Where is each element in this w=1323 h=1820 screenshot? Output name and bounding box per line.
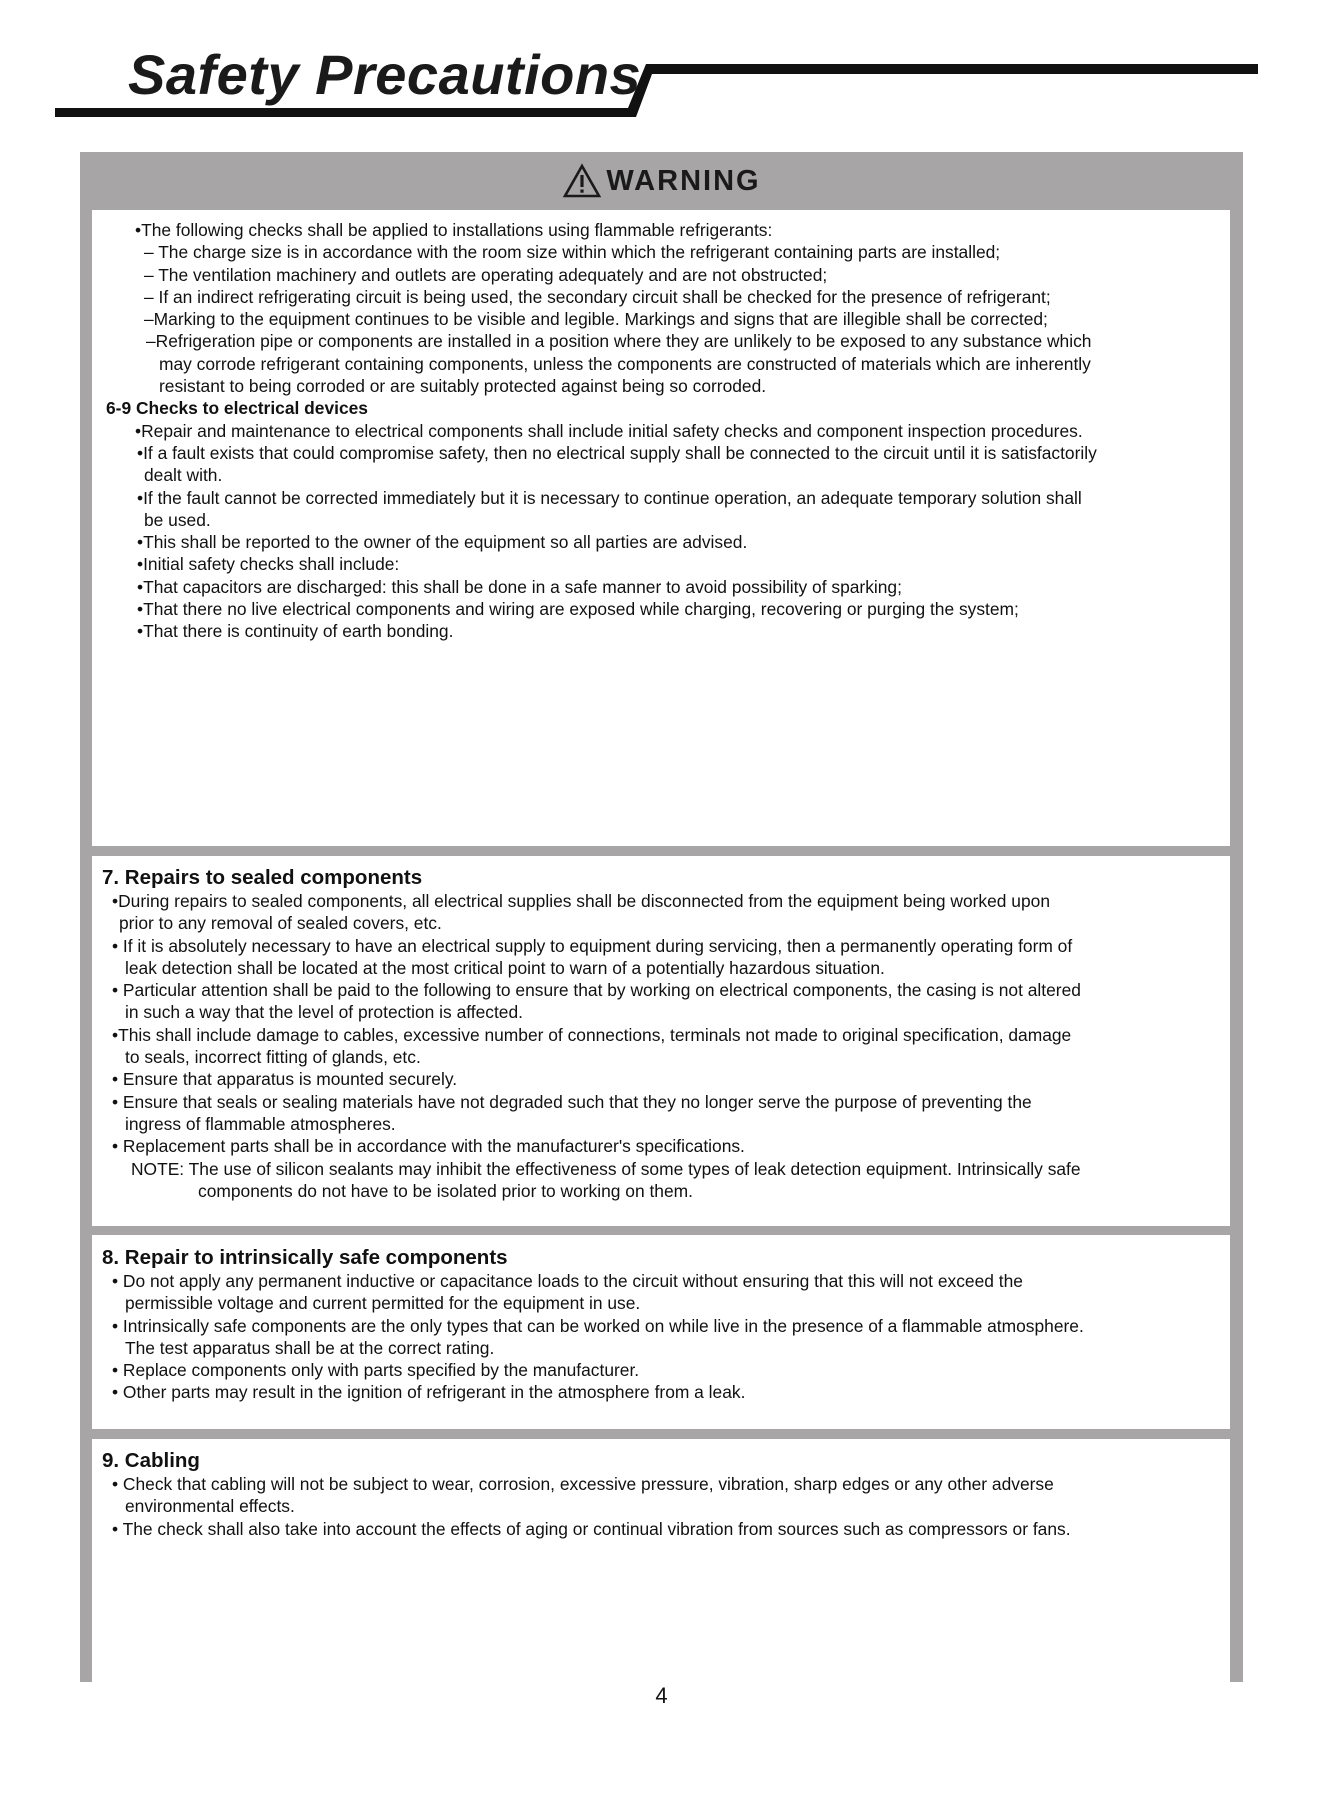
list-item: •Initial safety checks shall include:	[137, 554, 400, 575]
list-item: permissible voltage and current permitted for the equipment in use.	[125, 1293, 641, 1314]
list-item: dealt with.	[144, 465, 223, 486]
list-item: • Do not apply any permanent inductive or capacitance loads to the circuit without ensuring that this will not exceed the	[112, 1271, 1023, 1291]
list-item: ingress of flammable atmospheres.	[125, 1113, 396, 1134]
subsection-heading: 6-9 Checks to electrical devices	[106, 398, 368, 419]
list-item: • Check that cabling will not be subject to wear, corrosion, excessive pressure, vibration, sharp edges or any other adverse	[112, 1474, 1054, 1494]
panel-cabling	[92, 1439, 1230, 1820]
list-item: in such a way that the level of protection is affected.	[125, 1002, 523, 1023]
check-item: –Marking to the equipment continues to be visible and legible. Markings and signs that are illegible shall be corrected;	[144, 309, 1048, 330]
check-item: – If an indirect refrigerating circuit is being used, the secondary circuit shall be checked for the presence of refrigerant;	[144, 286, 1051, 307]
page-number: 4	[655, 1683, 668, 1708]
panel-flammable-checks	[92, 210, 1230, 846]
warning-frame	[80, 152, 1243, 1682]
check-item: – The charge size is in accordance with the room size within which the refrigerant containing parts are installed;	[144, 242, 1001, 263]
list-item: •If a fault exists that could compromise safety, then no electrical supply shall be connected to the circuit until it is satisfactorily	[137, 442, 1097, 463]
section-heading: 7. Repairs to sealed components	[102, 866, 423, 889]
list-item: • Ensure that apparatus is mounted securely.	[112, 1069, 458, 1090]
page-title: Safety Precautions	[128, 43, 642, 106]
warning-title: WARNING	[606, 164, 761, 197]
list-item: • If it is absolutely necessary to have an electrical supply to equipment during servicing, then a permanently operating form of	[112, 935, 1073, 956]
list-item: The test apparatus shall be at the correct rating.	[125, 1337, 495, 1358]
list-item: be used.	[144, 509, 211, 530]
check-item: resistant to being corroded or are suitably protected against being so corroded.	[159, 376, 767, 397]
list-item: • Ensure that seals or sealing materials have not degraded such that they no longer serve the purpose of preventing the	[112, 1091, 1032, 1112]
note-text: NOTE: The use of silicon sealants may inhibit the effectiveness of some types of leak detection equipment. Intrinsically safe	[131, 1158, 1081, 1179]
note-text: components do not have to be isolated prior to working on them.	[198, 1180, 693, 1201]
warning-bar	[80, 152, 1243, 210]
section-heading: 8. Repair to intrinsically safe components	[102, 1246, 508, 1269]
list-item: prior to any removal of sealed covers, etc.	[119, 913, 442, 934]
list-item: •During repairs to sealed components, all electrical supplies shall be disconnected from the equipment being worked upon	[112, 891, 1050, 911]
list-item: •Repair and maintenance to electrical components shall include initial safety checks and component inspection procedures.	[135, 420, 1083, 441]
warning-triangle-icon	[562, 163, 602, 199]
list-item: • Replace components only with parts specified by the manufacturer.	[112, 1360, 640, 1381]
list-item: • Other parts may result in the ignition of refrigerant in the atmosphere from a leak.	[112, 1382, 746, 1403]
list-item: leak detection shall be located at the most critical point to warn of a potentially hazardous situation.	[125, 957, 885, 978]
check-item: may corrode refrigerant containing components, unless the components are constructed of materials which are inherently	[159, 353, 1091, 374]
page-header	[0, 0, 1323, 125]
panel-sealed-components	[92, 856, 1230, 1226]
checks-intro: •The following checks shall be applied to installations using flammable refrigerants:	[135, 220, 773, 240]
list-item: •This shall be reported to the owner of the equipment so all parties are advised.	[137, 532, 748, 553]
list-item: •This shall include damage to cables, excessive number of connections, terminals not made to original specification, damage	[112, 1024, 1072, 1045]
list-item: environmental effects.	[125, 1496, 295, 1517]
list-item: • Intrinsically safe components are the only types that can be worked on while live in the presence of a flammable atmosphere.	[112, 1315, 1084, 1336]
panel-intrinsically-safe	[92, 1235, 1230, 1429]
list-item: • The check shall also take into account the effects of aging or continual vibration from sources such as compressors or fans.	[112, 1518, 1071, 1539]
list-item: •That there no live electrical components and wiring are exposed while charging, recovering or purging the system;	[137, 599, 1019, 620]
list-item: to seals, incorrect fitting of glands, etc.	[125, 1047, 421, 1068]
list-item: •If the fault cannot be corrected immediately but it is necessary to continue operation, an adequate temporary solution shall	[137, 487, 1082, 508]
section-heading: 9. Cabling	[102, 1449, 200, 1472]
list-item: •That capacitors are discharged: this shall be done in a safe manner to avoid possibility of sparking;	[137, 576, 902, 597]
list-item: • Particular attention shall be paid to the following to ensure that by working on electrical components, the casing is not altered	[112, 980, 1081, 1001]
list-item: • Replacement parts shall be in accordance with the manufacturer's specifications.	[112, 1136, 745, 1157]
check-item: –Refrigeration pipe or components are installed in a position where they are unlikely to be exposed to any substance which	[146, 331, 1092, 352]
check-item: – The ventilation machinery and outlets are operating adequately and are not obstructed;	[144, 264, 828, 285]
list-item: •That there is continuity of earth bonding.	[137, 621, 454, 642]
